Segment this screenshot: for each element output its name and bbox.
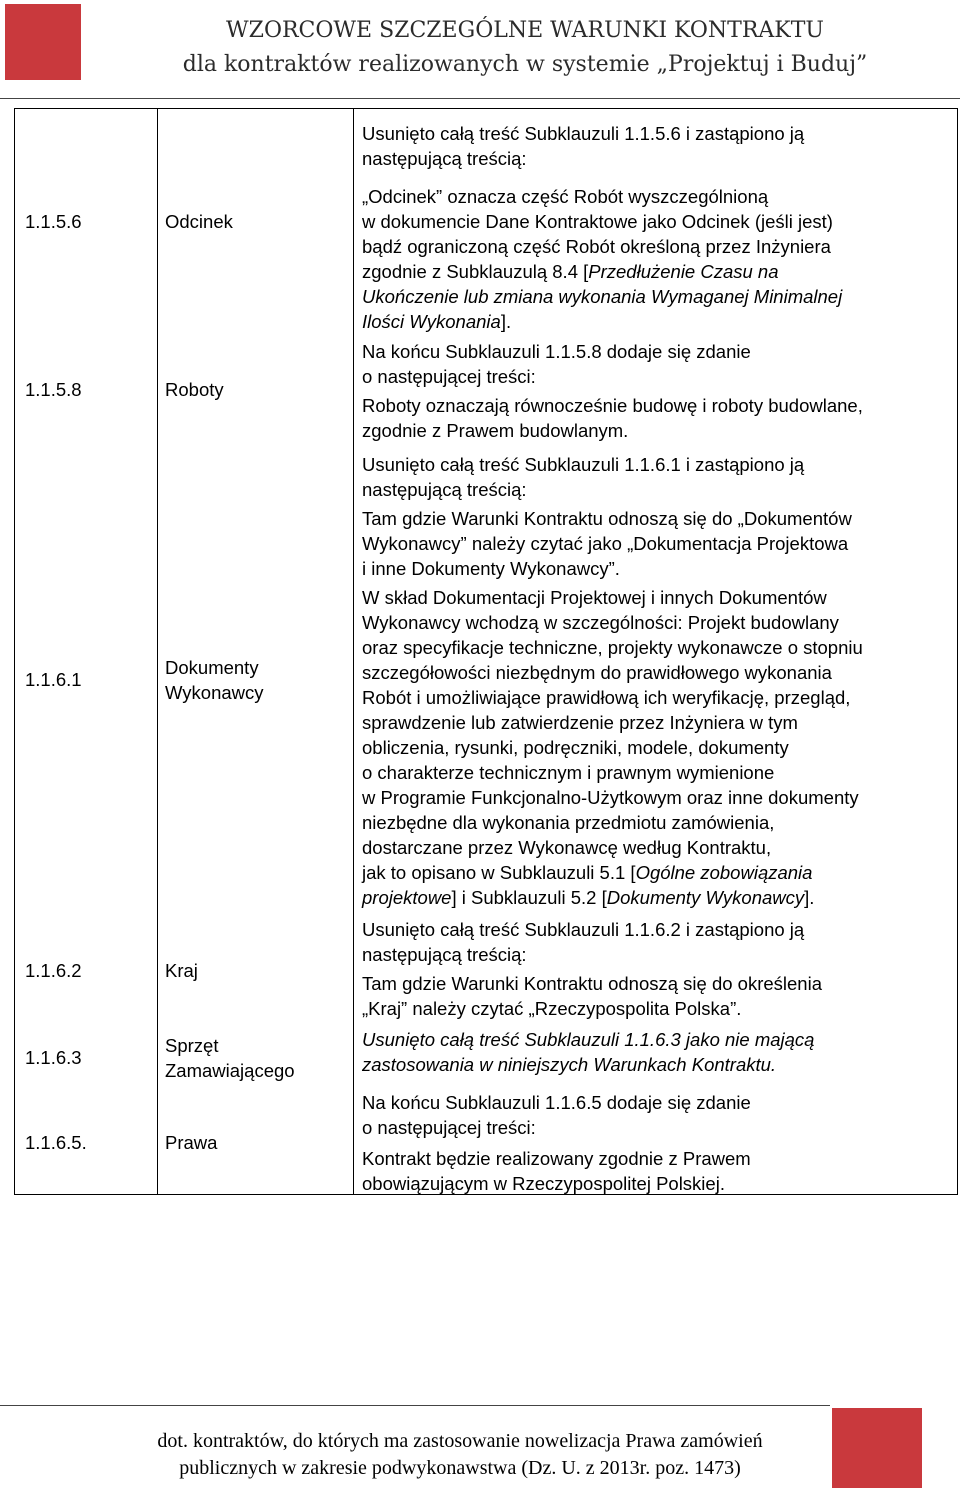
clause-text-line: Tam gdzie Warunki Kontraktu odnoszą się do określenia (362, 973, 822, 994)
clause-text-line: oraz specyfikacje techniczne, projekty wykonawcze o stopniu (362, 637, 863, 658)
clause-term: Sprzęt (165, 1035, 219, 1056)
clause-text-line: dostarczane przez Wykonawcę według Kontraktu, (362, 837, 772, 858)
clause-text-line: „Odcinek” oznacza część Robót wyszczególnioną (362, 186, 769, 207)
clause-text-line: o charakterze technicznym i prawnym wymienione (362, 762, 775, 783)
text-run: ]. (804, 887, 815, 908)
clause-text-line: Usunięto całą treść Subklauzuli 1.1.6.3 jako nie mającą (362, 1029, 815, 1050)
footer-note: dot. kontraktów, do których ma zastosowanie nowelizacja Prawa zamówień (157, 1430, 763, 1452)
clause-text-line: zastosowania w niniejszych Warunkach Kontraktu. (362, 1054, 777, 1075)
clause-title-italic: projektowe (362, 887, 452, 908)
footer-note: publicznych w zakresie podwykonawstwa (Dz. U. z 2013r. poz. 1473) (179, 1457, 741, 1479)
text-run: jak to opisano w Subklauzuli 5.1 [ (362, 862, 636, 883)
clause-text-line: Robót i umożliwiające prawidłową ich weryfikację, przegląd, (362, 687, 851, 708)
clause-text-line (362, 259, 779, 284)
clause-text-line (362, 309, 511, 334)
header-title: WZORCOWE SZCZEGÓLNE WARUNKI KONTRAKTU (226, 18, 824, 43)
clause-text-line: w Programie Funkcjonalno-Użytkowym oraz inne dokumenty (362, 787, 859, 808)
clause-text-line: obliczenia, rysunki, podręczniki, modele, dokumenty (362, 737, 789, 758)
clause-text-line: sprawdzenie lub zatwierdzenie przez Inżyniera w tym (362, 712, 798, 733)
clause-text-line: Usunięto całą treść Subklauzuli 1.1.5.6 i zastąpiono ją (362, 123, 805, 144)
clause-text-line: następującą treścią: (362, 148, 527, 169)
text-run: zgodnie z Subklauzulą 8.4 [ (362, 261, 589, 282)
clause-number: 1.1.6.2 (25, 960, 82, 981)
clause-text-line: zgodnie z Prawem budowlanym. (362, 420, 629, 441)
clause-title-italic: Przedłużenie Czasu na (588, 261, 779, 282)
clause-text-line: Kontrakt będzie realizowany zgodnie z Prawem (362, 1148, 751, 1169)
clauses-table (14, 108, 958, 1195)
column-divider (157, 109, 158, 1194)
clause-text-line: szczegółowości niezbędnym do prawidłowego wykonania (362, 662, 832, 683)
header-subtitle: dla kontraktów realizowanych w systemie „Projektuj i Buduj” (182, 52, 868, 77)
clause-text-line: bądź ograniczoną część Robót określoną przez Inżyniera (362, 236, 831, 257)
clause-text-line: Na końcu Subklauzuli 1.1.5.8 dodaje się zdanie (362, 341, 751, 362)
clause-text-line: Usunięto całą treść Subklauzuli 1.1.6.2 i zastąpiono ją (362, 919, 805, 940)
clause-term: Dokumenty (165, 657, 259, 678)
clause-term: Roboty (165, 379, 224, 400)
clause-term: Prawa (165, 1132, 218, 1153)
clause-number: 1.1.6.3 (25, 1047, 82, 1068)
clause-text-line: o następującej treści: (362, 366, 536, 387)
clause-number: 1.1.5.8 (25, 379, 82, 400)
clause-text-line (362, 860, 812, 885)
footer-divider (0, 1405, 830, 1406)
header-divider (0, 98, 960, 99)
clause-text-line: Usunięto całą treść Subklauzuli 1.1.6.1 i zastąpiono ją (362, 454, 805, 475)
clause-text-line: Wykonawcy wchodzą w szczególności: Projekt budowlany (362, 612, 839, 633)
clause-term: Wykonawcy (165, 682, 264, 703)
clause-text-line: Na końcu Subklauzuli 1.1.6.5 dodaje się zdanie (362, 1092, 751, 1113)
clause-number: 1.1.6.1 (25, 669, 82, 690)
clause-text-line: obowiązującym w Rzeczypospolitej Polskiej. (362, 1173, 725, 1194)
clause-text-line: „Kraj” należy czytać „Rzeczypospolita Polska”. (362, 998, 742, 1019)
clause-term: Zamawiającego (165, 1060, 295, 1081)
footer-logo-square (832, 1408, 922, 1488)
clause-term: Odcinek (165, 211, 233, 232)
clause-text-line: W skład Dokumentacji Projektowej i innych Dokumentów (362, 587, 827, 608)
text-run: ]. (500, 311, 512, 332)
clause-text-line: następującą treścią: (362, 479, 527, 500)
clause-number: 1.1.6.5. (25, 1132, 87, 1153)
clause-title-italic: Ogólne zobowiązania (635, 862, 813, 883)
clause-title-italic: Ukończenie lub zmiana wykonania Wymaganej Minimalnej (362, 286, 843, 307)
clause-text-line: Wykonawcy” należy czytać jako „Dokumentacja Projektowa (362, 533, 849, 554)
clause-text-line: i inne Dokumenty Wykonawcy”. (362, 558, 620, 579)
clause-text-line (362, 885, 814, 910)
clause-text-line: Roboty oznaczają równocześnie budowę i roboty budowlane, (362, 395, 863, 416)
text-run: ] i Subklauzuli 5.2 [ (451, 887, 607, 908)
clause-text-line: w dokumencie Dane Kontraktowe jako Odcinek (jeśli jest) (362, 211, 833, 232)
clause-number: 1.1.5.6 (25, 211, 82, 232)
clause-text-line: następującą treścią: (362, 944, 527, 965)
logo-square (5, 4, 81, 80)
clause-title-italic: Ilości Wykonania (362, 311, 501, 332)
clause-text-line: Tam gdzie Warunki Kontraktu odnoszą się do „Dokumentów (362, 508, 852, 529)
clause-text-line: o następującej treści: (362, 1117, 536, 1138)
clause-title-italic: Dokumenty Wykonawcy (606, 887, 805, 908)
column-divider (353, 109, 354, 1194)
clause-text-line: niezbędne dla wykonania przedmiotu zamówienia, (362, 812, 775, 833)
clause-term: Kraj (165, 960, 198, 981)
